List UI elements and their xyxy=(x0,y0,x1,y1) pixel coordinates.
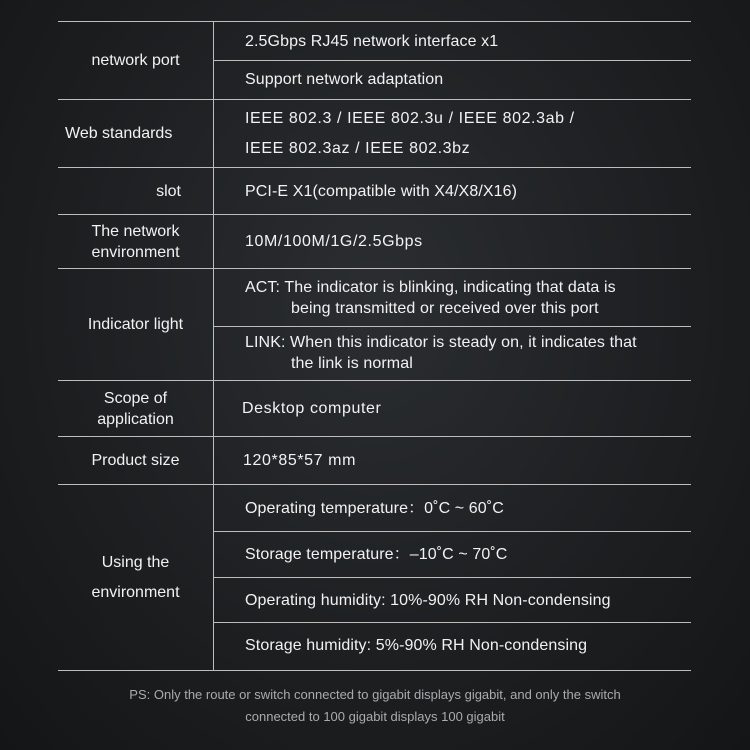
footnote-line: connected to 100 gigabit displays 100 gigabit xyxy=(245,709,505,724)
spec-label xyxy=(58,485,214,670)
spec-value: Operating temperature：0˚C ~ 60˚C xyxy=(245,499,504,517)
spec-value-line: IEEE 802.3 / IEEE 802.3u / IEEE 802.3ab / xyxy=(245,109,575,127)
spec-label xyxy=(58,215,214,268)
spec-value-act xyxy=(214,269,691,326)
spec-values xyxy=(214,100,691,167)
spec-label-line: environment xyxy=(91,243,180,261)
spec-value: Operating humidity: 10%-90% RH Non-condensing xyxy=(214,577,691,622)
spec-row-web-standards xyxy=(58,100,691,168)
spec-value: Desktop computer xyxy=(242,400,382,417)
spec-values xyxy=(214,22,691,99)
spec-values xyxy=(214,215,691,268)
spec-value-link xyxy=(214,326,691,379)
spec-label-line: environment xyxy=(91,583,180,601)
spec-value: Support network adaptation xyxy=(214,60,691,98)
spec-values xyxy=(214,485,691,670)
spec-row-network-environment xyxy=(58,215,691,269)
spec-values xyxy=(214,168,691,214)
spec-label-line: The network xyxy=(91,222,180,240)
spec-row-indicator-light xyxy=(58,269,691,381)
spec-row-network-port xyxy=(58,21,691,100)
spec-label: Web standards xyxy=(58,100,214,167)
spec-row-slot xyxy=(58,168,691,215)
spec-label: Product size xyxy=(58,437,214,484)
spec-value: 2.5Gbps RJ45 network interface x1 xyxy=(245,32,499,50)
spec-values xyxy=(214,269,691,380)
spec-value xyxy=(214,100,691,167)
spec-value-line: LINK: When this indicator is steady on, it indicates that xyxy=(245,334,637,351)
spec-table xyxy=(58,21,691,671)
spec-value: PCI-E X1(compatible with X4/X8/X16) xyxy=(245,182,518,200)
spec-row-environment xyxy=(58,485,691,671)
spec-value: Storage humidity: 5%-90% RH Non-condensing xyxy=(214,622,691,667)
spec-row-product-size xyxy=(58,437,691,485)
spec-label-line: Using the xyxy=(101,553,170,571)
footnote-line: PS: Only the route or switch connected to gigabit displays gigabit, and only the switch xyxy=(129,687,621,702)
spec-value: 10M/100M/1G/2.5Gbps xyxy=(245,233,423,250)
spec-value: 120*85*57 mm xyxy=(243,452,357,469)
spec-value-line: ACT: The indicator is blinking, indicating that data is xyxy=(245,278,616,296)
spec-label: network port xyxy=(58,22,214,99)
spec-value: Storage temperature：–10˚C ~ 70˚C xyxy=(214,531,691,577)
spec-label xyxy=(58,381,214,436)
spec-label: Indicator light xyxy=(58,269,214,380)
spec-row-scope xyxy=(58,381,691,437)
spec-value-line: being transmitted or received over this port xyxy=(291,299,599,317)
footnote xyxy=(0,684,750,728)
spec-label-line: application xyxy=(97,410,174,428)
spec-values xyxy=(214,437,691,484)
spec-values xyxy=(214,381,691,436)
spec-value-line: the link is normal xyxy=(291,355,413,372)
spec-label-line: Scope of xyxy=(103,389,168,407)
spec-value-line: IEEE 802.3az / IEEE 802.3bz xyxy=(245,139,471,157)
spec-label: slot xyxy=(58,168,214,214)
